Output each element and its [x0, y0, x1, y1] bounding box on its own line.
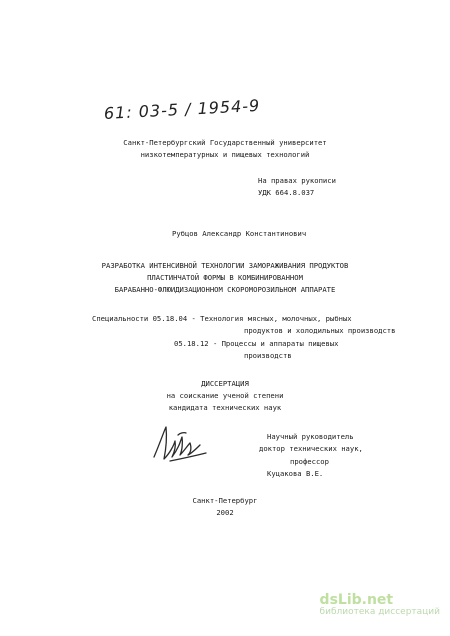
specialty-line-3: 05.18.12 - Процессы и аппараты пищевых: [174, 339, 339, 348]
title-line-3: БАРАБАННО-ФЛЮИДИЗАЦИОННОМ СКОРОМОРОЗИЛЬНОМ АППАРАТЕ: [114, 285, 336, 294]
city: Санкт-Петербург: [192, 496, 258, 505]
supervisor-title: профессор: [290, 457, 329, 466]
degree-line-2: кандидата технических наук: [168, 403, 282, 412]
supervisor-role: Научный руководитель: [267, 432, 354, 441]
institution-line-1: Санкт-Петербургский Государственный университет: [123, 138, 327, 147]
watermark-subtitle: библиотека диссертаций: [319, 607, 440, 617]
institution-line-2: низкотемпературных и пищевых технологий: [140, 150, 310, 159]
supervisor-name: Куцакова В.Е.: [267, 469, 324, 478]
watermark-logo: dsLib.net: [319, 592, 394, 608]
supervisor-degree: доктор технических наук,: [259, 444, 363, 453]
title-line-1: РАЗРАБОТКА ИНТЕНСИВНОЙ ТЕХНОЛОГИИ ЗАМОРАЖИВАНИЯ ПРОДУКТОВ: [101, 261, 349, 270]
specialty-line-2: продуктов и холодильных производств: [244, 326, 396, 335]
udk-code: УДК 664.8.037: [258, 188, 315, 197]
document-type: ДИССЕРТАЦИЯ: [201, 379, 249, 388]
year: 2002: [216, 508, 234, 517]
specialty-line-4: производств: [244, 351, 292, 360]
title-line-2: ПЛАСТИНЧАТОЙ ФОРМЫ В КОМБИНИРОВАННОМ: [147, 273, 303, 282]
signature: [150, 423, 212, 469]
specialty-line-1: Специальности 05.18.04 - Технология мясных, молочных, рыбных: [92, 314, 352, 323]
watermark: [320, 593, 440, 617]
degree-line-1: на соискание ученой степени: [166, 391, 284, 400]
author-name: Рубцов Александр Константинович: [172, 229, 307, 238]
handwritten-catalog-code: 61: 03-5 / 1954-9: [103, 95, 261, 123]
rights-label: На правах рукописи: [258, 176, 336, 185]
